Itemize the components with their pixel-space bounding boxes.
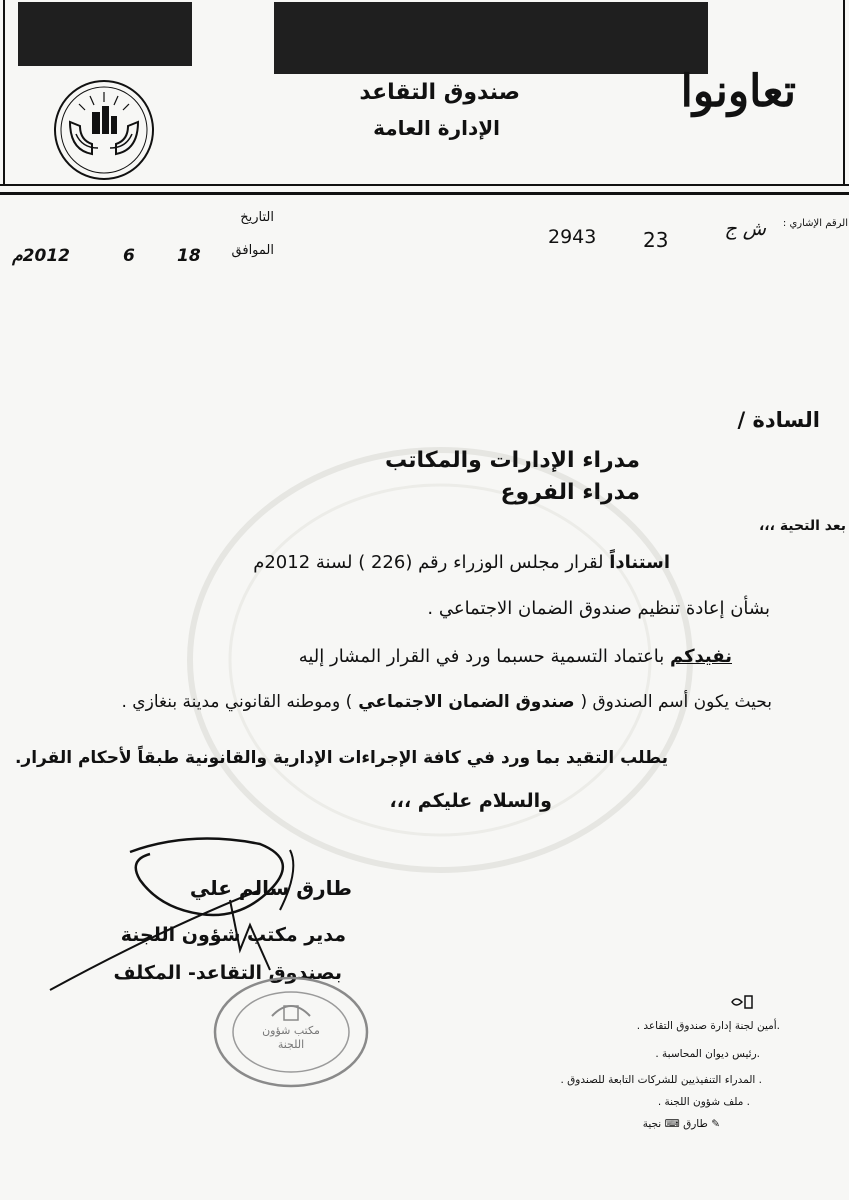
paragraph-1-line-1 <box>253 552 670 573</box>
header-org-name: صندوق التقاعد <box>359 80 520 105</box>
typist-line <box>560 1118 720 1130</box>
header-right-border <box>843 0 845 186</box>
paragraph-1-line-2: بشأن إعادة تنظيم صندوق الضمان الاجتماعي . <box>427 598 770 619</box>
typist-name-2: نجية <box>642 1118 662 1130</box>
cc-icon <box>730 994 754 1010</box>
paragraph-1-rest: لقرار مجلس الوزراء رقم (226 ) لسنة 2012م <box>253 552 610 573</box>
date-day: 18 <box>177 246 201 266</box>
signatory-org: بصندوق التقاعد- المكلف <box>113 962 342 984</box>
addressee-line2: مدراء الفروع <box>500 480 640 505</box>
header-left-border <box>3 0 5 186</box>
cc-item-1: .أمين لجنة إدارة صندوق التقاعد . <box>636 1020 780 1032</box>
date-corresponding-label: الموافق <box>231 243 274 258</box>
paragraph-2-line-2-start: بحيث يكون أسم الصندوق ( <box>580 692 772 712</box>
greeting: بعد التحية ،،، <box>758 518 846 534</box>
paragraph-2-line-2-end: ) وموطنه القانوني مدينة بنغازي . <box>121 692 353 712</box>
reference-label: الرقم الإشاري : <box>782 218 848 229</box>
pen-icon: ✎ <box>711 1118 720 1130</box>
reference-number-1: 23 <box>643 228 669 252</box>
header-department: الإدارة العامة <box>373 116 500 140</box>
paragraph-2-emphasis: نفيدكم <box>669 646 732 667</box>
paragraph-2-fund-name: صندوق الضمان الاجتماعي <box>352 692 581 712</box>
redaction-block-left <box>18 2 192 66</box>
addressee-line1: مدراء الإدارات والمكاتب <box>385 448 640 473</box>
date-label: التاريخ <box>240 210 274 225</box>
header-divider-bottom <box>0 192 849 195</box>
cc-item-3: . المدراء التنفيذيين للشركات التابعة للصندوق . <box>560 1074 762 1086</box>
stamp-center-text: مكتب شؤون اللجنة <box>262 1024 320 1051</box>
signatory-title: مدير مكتب شؤون اللجنة <box>120 924 346 946</box>
reference-number-2: 2943 <box>548 226 597 248</box>
request-line: يطلب التقيد بما ورد في كافة الإجراءات الإدارية والقانونية طبقاً لأحكام القرار. <box>14 748 668 768</box>
redaction-block-right <box>274 2 708 74</box>
date-month: 6 <box>123 246 135 266</box>
paragraph-2-rest: باعتماد التسمية حسبما ورد في القرار المشار إليه <box>298 646 670 667</box>
cc-item-4: . ملف شؤون اللجنة . <box>657 1096 750 1108</box>
date-year: 2012م <box>12 246 70 266</box>
addressee-salutation: السادة / <box>737 408 820 432</box>
header-divider-top <box>0 184 849 186</box>
typist-name: طارق <box>683 1118 708 1130</box>
signatory-name: طارق سالم علي <box>189 876 352 900</box>
paragraph-2-line-1 <box>300 646 732 667</box>
closing-line: والسلام عليكم ،،، <box>389 790 552 812</box>
logo-emblem <box>52 78 156 182</box>
computer-icon: ⌨ <box>664 1118 680 1130</box>
paragraph-1-emphasis: استناداً <box>609 552 670 573</box>
reference-prefix: ش ج <box>724 218 766 240</box>
header-logo-text: تعاونوا <box>680 66 796 117</box>
official-stamp <box>212 976 370 1088</box>
cc-item-2: .رئيس ديوان المحاسبة . <box>655 1048 760 1060</box>
paragraph-2-line-2 <box>121 692 772 712</box>
